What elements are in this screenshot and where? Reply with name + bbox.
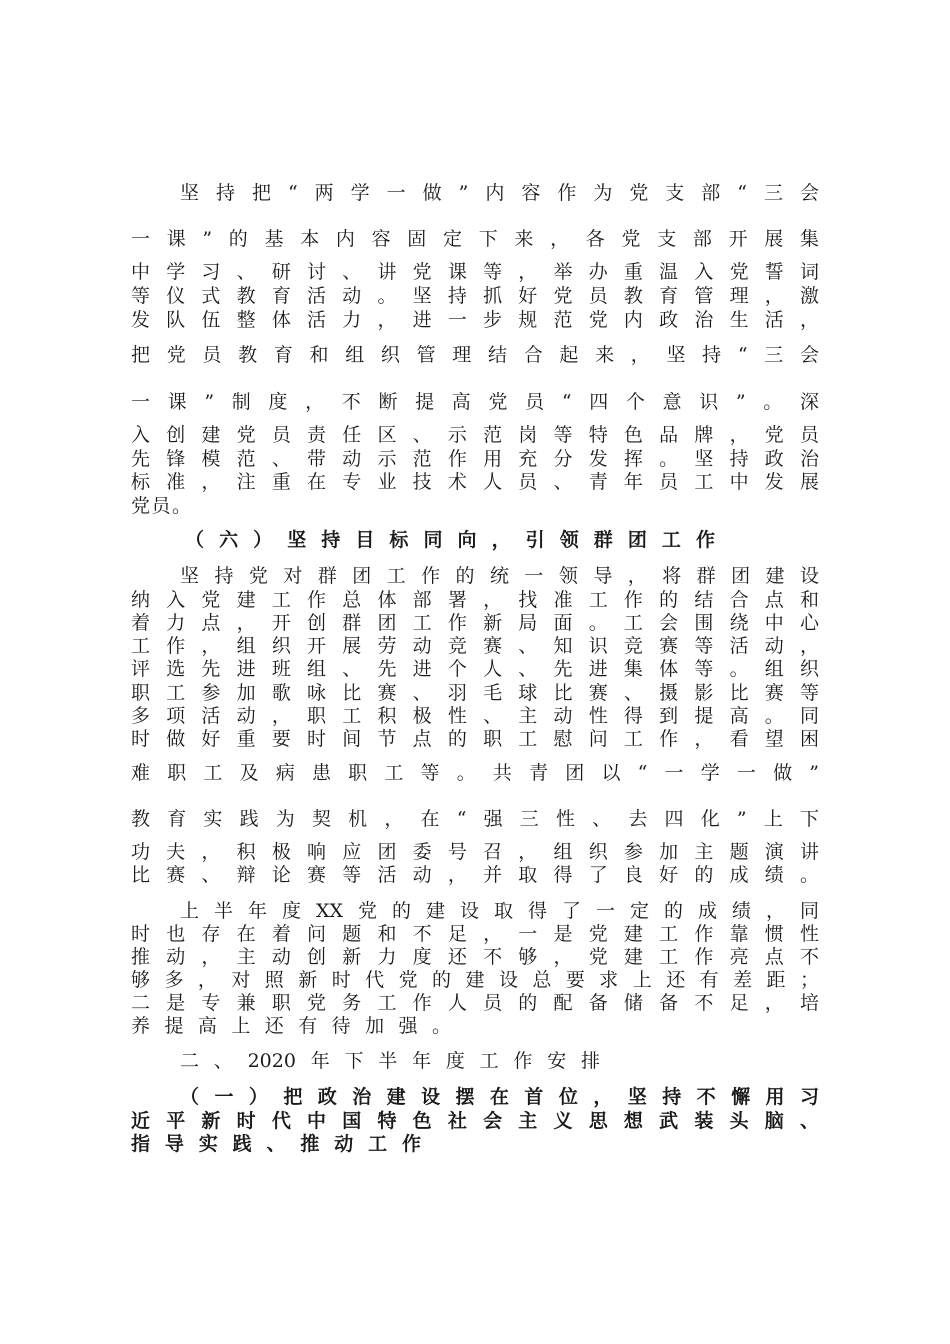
para2-line-1: 坚持党对群团工作的统一领导，将群团建设	[180, 565, 819, 587]
para1-line-9: 先锋模范、带动示范作用充分发挥。坚持政治	[131, 448, 819, 470]
para3-line-5: 二是专兼职党务工作人员的配备储备不足，培	[131, 992, 819, 1014]
para1-line-5: 发队伍整体活力，进一步规范党内政治生活，	[131, 309, 819, 331]
para2-line-12: 比赛、辩论赛等活动，并取得了良好的成绩。	[131, 864, 819, 886]
para1-line-7: 一课”制度，不断提高党员“四个意识”。深	[131, 391, 819, 413]
para1-line-6: 把党员教育和组织管理结合起来，坚持“三会	[131, 344, 819, 366]
subsection-one-line-1: （一）把政治建设摆在首位，坚持不懈用习	[180, 1086, 819, 1108]
section-six-heading: （六）坚持目标同向，引领群团工作	[185, 529, 715, 551]
para2-line-8: 时做好重要时间节点的职工慰问工作，看望困	[131, 728, 819, 750]
para2-line-9: 难职工及病患职工等。共青团以“一学一做”	[131, 762, 819, 784]
para2-line-6: 职工参加歌咏比赛、羽毛球比赛、摄影比赛等	[131, 682, 819, 704]
para1-line-1: 坚持把“两学一做”内容作为党支部“三会	[180, 182, 819, 204]
section-two-heading: 二、2020年下半年度工作安排	[180, 1050, 600, 1072]
para1-line-3: 中学习、研讨、讲党课等，举办重温入党誓词	[131, 261, 819, 283]
para2-line-11: 功夫，积极响应团委号召，组织参加主题演讲	[131, 841, 819, 863]
para2-line-4: 工作，组织开展劳动竞赛、知识竞赛等活动，	[131, 635, 819, 657]
para3-line-1: 上半年度XX党的建设取得了一定的成绩，同	[180, 900, 819, 922]
para2-line-5: 评选先进班组、先进个人、先进集体等。组织	[131, 658, 819, 680]
para3-line-3: 推动，主动创新力度还不够，党建工作亮点不	[131, 946, 819, 968]
para2-line-10: 教育实践为契机，在“强三性、去四化”上下	[131, 808, 819, 830]
para2-line-3: 着力点，开创群团工作新局面。工会围绕中心	[131, 612, 819, 634]
para3-line-4: 够多，对照新时代党的建设总要求上还有差距；	[131, 969, 819, 991]
para1-line-10: 标准，注重在专业技术人员、青年员工中发展	[131, 471, 819, 493]
para3-line-2: 时也存在着问题和不足，一是党建工作靠惯性	[131, 923, 819, 945]
para1-line-2: 一课”的基本内容固定下来，各党支部开展集	[131, 228, 819, 250]
para1-line-4: 等仪式教育活动。坚持抓好党员教育管理，激	[131, 285, 819, 307]
para1-line-11: 党员。	[131, 495, 191, 517]
para2-line-7: 多项活动，职工积极性、主动性得到提高。同	[131, 705, 819, 727]
para3-line-6: 养提高上还有待加强。	[131, 1015, 451, 1037]
para1-line-8: 入创建党员责任区、示范岗等特色品牌，党员	[131, 424, 819, 446]
para2-line-2: 纳入党建工作总体部署，找准工作的结合点和	[131, 589, 819, 611]
subsection-one-line-3: 指导实践、推动工作	[131, 1133, 421, 1155]
subsection-one-line-2: 近平新时代中国特色社会主义思想武装头脑、	[131, 1110, 819, 1132]
